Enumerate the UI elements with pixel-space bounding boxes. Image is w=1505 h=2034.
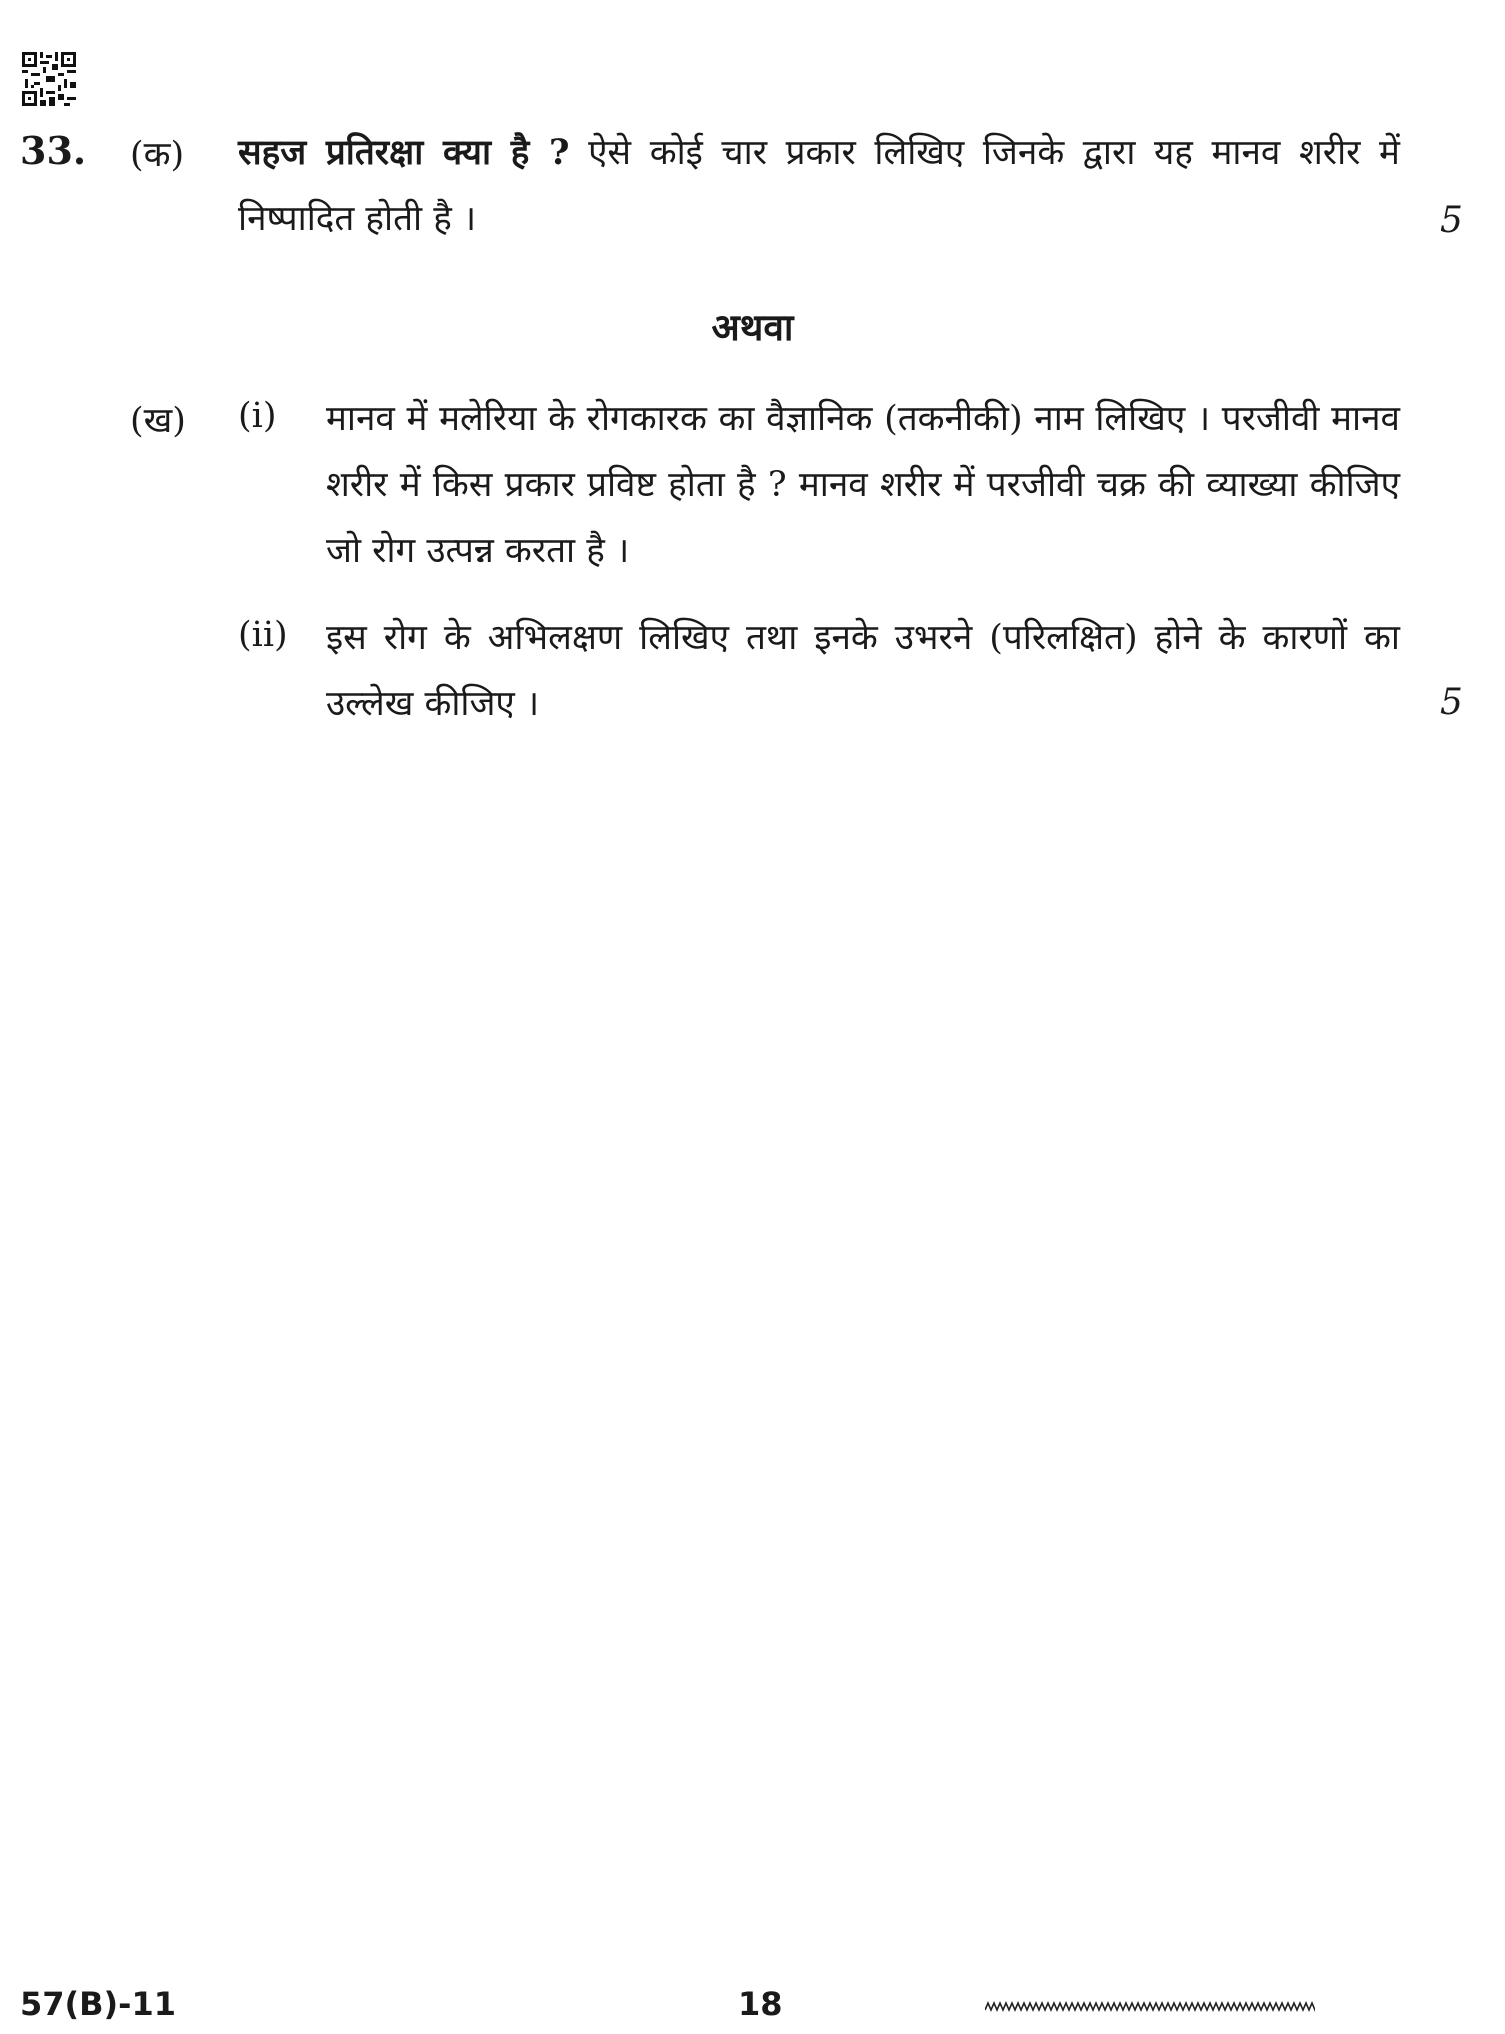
part-b-marks: 5 xyxy=(1440,682,1463,723)
part-b-i-label: (i) xyxy=(238,396,277,436)
part-a-bold-question: सहज प्रतिरक्षा क्या है ? xyxy=(238,132,570,173)
part-a-body: ऐसे कोई चार प्रकार लिखिए जिनके द्वारा यह मानव शरीर में निष्पादित होती है । xyxy=(238,133,1400,239)
qr-code xyxy=(22,52,76,106)
part-a-text xyxy=(238,120,1400,252)
part-b-ii-text: इस रोग के अभिलक्षण लिखिए तथा इनके उभरने (परिलक्षित) होने के कारणों का उल्लेख कीजिए । xyxy=(326,618,1400,724)
part-a-marks: 5 xyxy=(1440,200,1463,241)
question-number: 33. xyxy=(20,128,87,173)
security-wave-line xyxy=(985,2000,1315,2014)
part-a-label: (क) xyxy=(130,135,185,175)
page-number: 18 xyxy=(738,1985,783,2023)
part-b-label: (ख) xyxy=(130,401,186,441)
part-b-ii-label: (ii) xyxy=(238,615,288,655)
paper-code: 57(B)-11 xyxy=(20,1985,176,2023)
part-b-i-text: मानव में मलेरिया के रोगकारक का वैज्ञानिक (तकनीकी) नाम लिखिए । परजीवी मानव शरीर में किस प्रकार प्रविष्ट होता है ? मानव शरीर में परजीवी चक्र की व्याख्या कीजिए जो रोग उत्पन्न करता है । xyxy=(326,399,1400,571)
or-heading: अथवा xyxy=(711,305,794,349)
